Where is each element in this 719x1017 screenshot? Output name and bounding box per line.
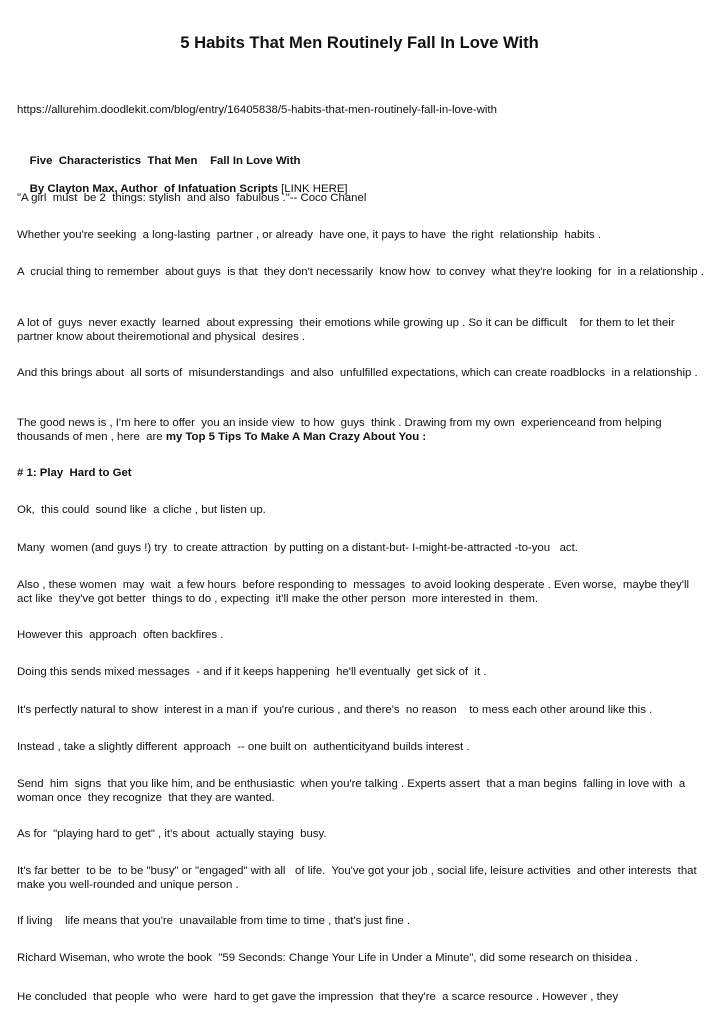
paragraph: It's perfectly natural to show interest in a man if you're curious , and there's no reason to mess each other around like this . xyxy=(17,704,653,716)
subtitle-line1: Five Characteristics That Men Fall In Love With xyxy=(29,155,301,167)
paragraph: As for "playing hard to get" , it's about actually staying busy. xyxy=(17,828,327,840)
paragraph: Doing this sends mixed messages - and if it keeps happening he'll eventually get sick of it . xyxy=(17,666,487,678)
section-heading: # 1: Play Hard to Get xyxy=(17,467,132,479)
tips-intro-bold: my Top 5 Tips To Make A Man Crazy About You : xyxy=(165,431,427,443)
paragraph: If living life means that you're unavailable from time to time , that's just fine . xyxy=(17,915,411,927)
paragraph: However this approach often backfires . xyxy=(17,629,224,641)
paragraph: Richard Wiseman, who wrote the book "59 Seconds: Change Your Life in Under a Minute", did some research on thisidea . xyxy=(17,952,638,964)
paragraph: And this brings about all sorts of misunderstandings and also unfulfilled expectations, which can create roadblocks in a relationship . xyxy=(17,367,698,379)
paragraph-text: The good news is , I'm here to offer you an inside view to how guys think . Drawing from my own experienceand from helping thousands of men , here are xyxy=(17,417,668,443)
author-line: By Clayton Max, Author of Infatuation Scripts xyxy=(29,183,278,195)
paragraph: Instead , take a slightly different approach -- one built on authenticityand builds interest . xyxy=(17,741,470,753)
paragraph-quote: "A girl must be 2 things: stylish and also fabulous ."-- Coco Chanel xyxy=(17,192,367,204)
document-title: 5 Habits That Men Routinely Fall In Love With xyxy=(180,33,539,52)
paragraph: He concluded that people who were hard to get gave the impression that they're a scarce resource . However , they xyxy=(17,991,619,1003)
source-url[interactable]: https://allurehim.doodlekit.com/blog/entry/16405838/5-habits-that-men-routinely-fall-in-love-with xyxy=(17,104,497,116)
paragraph: Many women (and guys !) try to create attraction by putting on a distant-but- I-might-be-attracted -to-you act. xyxy=(17,542,578,554)
paragraph: Whether you're seeking a long-lasting partner , or already have one, it pays to have the right relationship habits . xyxy=(17,229,602,241)
paragraph: It's far better to be to be "busy" or "engaged" with all of life. You've got your job , social life, leisure activities and other interests that make you well-rounded and unique person . xyxy=(17,865,700,891)
paragraph: Send him signs that you like him, and be enthusiastic when you're talking . Experts assert that a man begins falling in love with a woman once they recognize that they are wanted. xyxy=(17,778,689,804)
link-placeholder[interactable]: [LINK HERE] xyxy=(277,183,348,195)
paragraph: A lot of guys never exactly learned about expressing their emotions while growing up . So it can be difficult for them to let their partner know about theiremotional and physical desires . xyxy=(17,317,678,343)
paragraph: A crucial thing to remember about guys is that they don't necessarily know how to convey what they're looking for in a relationship . xyxy=(17,266,704,278)
paragraph xyxy=(17,416,707,444)
paragraph: Also , these women may wait a few hours before responding to messages to avoid looking desperate . Even worse, maybe they'll act like they've got better things to do , expecting it'll make the other person more interested in them. xyxy=(17,579,696,605)
paragraph: Ok, this could sound like a cliche , but listen up. xyxy=(17,504,266,516)
